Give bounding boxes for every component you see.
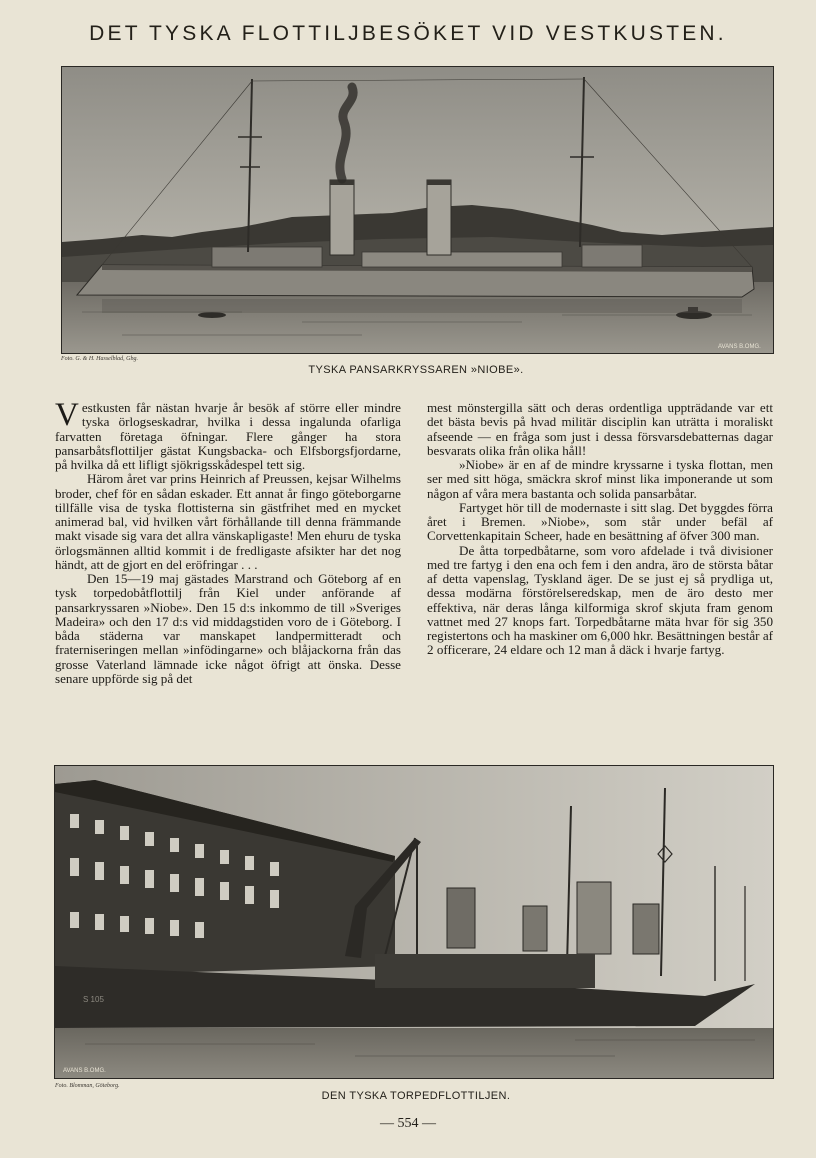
article-right-column [427, 401, 773, 658]
paragraph-6: Fartyget hör till de modernaste i sitt slag. Det byggdes förra året i Bremen. »Niobe», som står under befäl af Corvettenkapitain Scheer, hade en besättning af öfver 300 man. [427, 499, 773, 544]
paragraph-3: Den 15—19 maj gästades Marstrand och Göteborg af en tysk torpedobåtflottilj från Kiel under anförande af pansarkryssaren »Niobe». Den 15 d:s inkommo de till »Sveriges Madeira» och den 17 d:s vid middagstiden voro de i Göteborg. I båda städerna var manskapet landpermitteradt och fraterniseringen mellan »infödingarne» och blåjackorna från das grosse Vaterland lämnade icke något öfrigt att önska. Desse senare uppförde sig på det [55, 571, 401, 686]
torpedo-boat-funnel [577, 882, 611, 954]
article-left-column [55, 397, 401, 686]
harbour-water-bottom [55, 1028, 773, 1078]
top-photo-credit: Foto. G. & H. Hasselblad, Gbg. [61, 356, 138, 362]
funnel-aft [427, 180, 451, 255]
paragraph-1-text: estkusten får nästan hvarje år besök af större eller mindre tyska örlogseskadrar, hvilka i dessa ingalunda ofarliga farvatten företaga öfningar. Flere gånger ha stora pansarbåtsflottiljer gästat Kungsbacka- och Elfsborgsfjordarne, på hvilka då ett lifligt sjökrigsskådespel tett sig. [55, 400, 401, 472]
flotilla-photo-image [55, 766, 773, 1078]
top-photo-caption: TYSKA PANSARKRYSSAREN »NIOBE». [308, 364, 524, 376]
paragraph-2: Härom året var prins Heinrich af Preussen, kejsar Wilhelms broder, chef för en sådan eskader. Ett annat år fingo göteborgarne tillfälle visa de tyska flottisterna sin gästfrihet med en mycket animerad bal, vid hvilken vårt förhållande till denna främmande makt visade sig vara det allra vänskapligaste! Men ehuru de tyska örlogsmännen alltid kommit i de fredligaste afsikter har det nog händt, att de gjort en del eröfringar . . . [55, 471, 401, 572]
paragraph-4: mest mönstergilla sätt och deras ordentliga uppträdande var ett det bästa bevis på hvad militär disciplin kan uträtta i moraliskt afseende — en fråga som just i dessa försvarsdebatternas dagar besvarats olika från olika håll! [427, 400, 773, 458]
cruiser-photo-image [62, 67, 773, 353]
torpedo-flotilla-photo [54, 765, 774, 1079]
bottom-photo-caption: DEN TYSKA TORPEDFLOTTILJEN. [321, 1090, 511, 1102]
bottom-engraver-mark: AVANS B.OMG. [63, 1068, 106, 1074]
hull-number: S 105 [83, 995, 104, 1004]
paragraph-5: »Niobe» är en af de mindre kryssarne i tyska flottan, men ser med sitt höga, smäckra skrof minst lika imponerande ut som någon af våra mera bastanta och solida pansarbåtar. [427, 457, 773, 501]
paragraph-7: De åtta torpedbåtarne, som voro afdelade i två divisioner med tre fartyg i den ena och fem i den andra, äro de största båtar af detta vapenslag, Tyskland äger. De se just ej så prydliga ut, dessa modärna förstörelseredskap, men de äro desto mer effektiva, när deras långa kilformiga skrof skjuta fram genom vattnet med 27 knops fart. Torpedbåtarne mäta hvar för sig 350 registertons och ha maskiner om 6,000 hkr. Besättningen består af 2 officerare, 24 eldare och 12 man å däck i hvarje fartyg. [427, 542, 773, 658]
page-number: — 554 — [380, 1116, 436, 1131]
paragraph-1 [55, 397, 401, 472]
bottom-photo-credit: Foto. Blomman, Göteborg. [55, 1083, 120, 1089]
cruiser-niobe-photo [61, 66, 774, 354]
funnel-fore [330, 180, 354, 255]
page-masthead: DET TYSKA FLOTTILJBESÖKET VID VESTKUSTEN. [89, 22, 727, 45]
drop-cap: V [55, 397, 79, 433]
top-engraver-mark: AVANS B.OMG. [718, 344, 761, 350]
